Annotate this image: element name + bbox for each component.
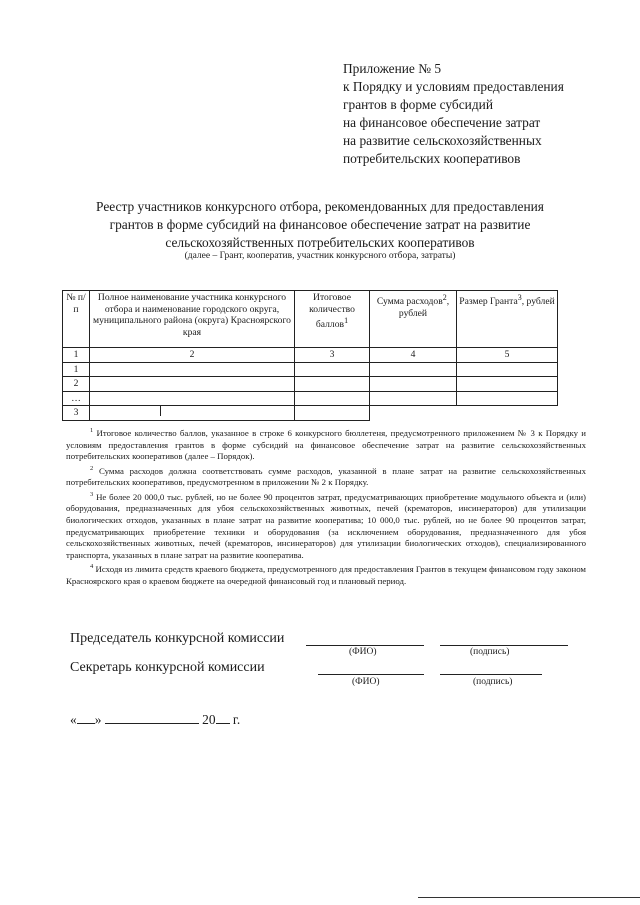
table-cell (370, 377, 457, 392)
chairman-fio-line (306, 645, 424, 646)
date-close-quote: » (94, 712, 102, 727)
table-cell (90, 362, 295, 377)
table-cell (457, 377, 558, 392)
footnote-text: Исходя из лимита средств краевого бюджета, предусмотренного для предоставления Грантов в текущем финансовом году законом Красноярского края о краевом бюджете на очередной финансовый год и плановый период. (66, 564, 586, 586)
footnote-text: Сумма расходов должна соответствовать сумме расходов, указанной в плане затрат на развитие сельскохозяйственных потребительских кооперативов, предусмотренном в приложении № 2 к Порядку. (66, 465, 587, 488)
column-number: 5 (457, 348, 558, 363)
year-blank (216, 723, 230, 724)
table-row (63, 391, 558, 406)
table-cell (370, 391, 457, 406)
secretary-fio-line (318, 674, 424, 675)
bottom-rule (418, 897, 640, 898)
table-numbering-row (63, 348, 558, 363)
column-number: 4 (370, 348, 457, 363)
appendix-line: на финансовое обеспечение затрат (343, 115, 541, 130)
date-line (70, 712, 240, 728)
header-sum-unit: , рублей (398, 296, 450, 319)
table-row (63, 377, 558, 392)
footnote-ref: 2 (442, 293, 447, 302)
footnote-number: 4 (90, 563, 94, 571)
date-open-quote: « (70, 712, 77, 727)
table-cell (457, 406, 558, 421)
document-subtitle: (далее – Грант, кооператив, участник конкурсного отбора, затраты) (184, 251, 456, 261)
header-score-text: Итоговое количество баллов (309, 292, 355, 331)
header-number: № п/п (63, 291, 90, 348)
footnote-number: 3 (90, 490, 94, 498)
table-cell (295, 391, 370, 406)
table-cell (90, 391, 295, 406)
table-header-row (63, 291, 558, 348)
footnote-ref: 3 (517, 293, 522, 302)
title-line: сельскохозяйственных потребительских кооперативов (165, 235, 475, 250)
title-line: грантов в форме субсидий на финансовое обеспечение затрат на развитие (109, 217, 531, 232)
year-suffix: г. (232, 712, 241, 727)
appendix-header (343, 60, 633, 168)
table-cell (295, 406, 370, 421)
table-row (63, 406, 558, 421)
header-grant-unit: , рублей (521, 296, 555, 308)
signature-caption: (подпись) (473, 677, 513, 687)
footnote-number: 2 (90, 464, 94, 472)
header-sum-text: Сумма расходов (376, 296, 443, 308)
appendix-line: потребительских кооперативов (343, 151, 521, 166)
registry-table (62, 290, 558, 421)
chairman-signature-line (440, 645, 568, 646)
footnote (66, 561, 586, 587)
month-blank (105, 723, 199, 724)
table-cell (457, 362, 558, 377)
day-blank (77, 723, 95, 724)
footnote (66, 463, 586, 489)
table-cell (295, 362, 370, 377)
table-cell (295, 377, 370, 392)
chairman-label: Председатель конкурсной комиссии (70, 631, 285, 646)
cell-divider (90, 406, 161, 416)
row-index: 2 (63, 377, 90, 392)
fio-caption: (ФИО) (349, 647, 377, 657)
column-number: 1 (63, 348, 90, 363)
footnote-text: Итоговое количество баллов, указанное в строке 6 конкурсного бюллетеня, предусмотренного приложением № 3 к Порядку и условиям предоставления грантов в форме субсидий на финансовое обеспечение затрат на развитие сельскохозяйственных потребительских кооперативов (далее – Порядок). (66, 427, 586, 462)
footnote-number: 1 (90, 427, 94, 434)
header-grant-size (457, 291, 558, 348)
footnotes (66, 425, 586, 587)
secretary-label: Секретарь конкурсной комиссии (70, 660, 265, 675)
table-cell (90, 377, 295, 392)
year-prefix: 20 (202, 712, 216, 727)
appendix-line: на развитие сельскохозяйственных (343, 133, 542, 148)
appendix-line: грантов в форме субсидий (343, 97, 493, 112)
header-participant-name: Полное наименование участника конкурсного отбора и наименование городского округа, муниципального района (округа) Красноярского края (90, 291, 295, 348)
header-grant-text: Размер Гранта (459, 296, 518, 308)
header-expense-sum (370, 291, 457, 348)
table-cell (90, 406, 295, 421)
row-index: … (63, 391, 90, 406)
footnote (66, 489, 586, 561)
title-line: Реестр участников конкурсного отбора, рекомендованных для предоставления (96, 199, 544, 214)
appendix-line: к Порядку и условиям предоставления (343, 79, 564, 94)
header-total-score (295, 291, 370, 348)
table-cell (370, 362, 457, 377)
footnote-ref: 1 (344, 316, 349, 325)
table-row (63, 362, 558, 377)
footnote (66, 425, 586, 463)
fio-caption: (ФИО) (352, 677, 380, 687)
row-index: 1 (63, 362, 90, 377)
footnote-text: Не более 20 000,0 тыс. рублей, но не более 90 процентов затрат, предусматривающих приобретение модульного объекта и (или) оборудования, предназначенных для убоя сельскохозяйственных животных, печей (крематоров, инсинераторов) для утилизации биологических отходов, указанных в плане затрат на развитие кооператива; 10 000,0 тыс. рублей, но не более 90 процентов затрат, предусматривающих приобретение техники и оборудования (за исключением оборудования, предназначенного для убоя сельскохозяйственных животных, печей (крематоров, инсинераторов) для утилизации биологических отходов), специализированного транспорта, указанных в плане затрат на развитие кооператива. (66, 491, 586, 560)
secretary-signature-line (440, 674, 542, 675)
document-title (40, 198, 600, 252)
table-cell (370, 406, 457, 421)
appendix-line: Приложение № 5 (343, 61, 442, 76)
column-number: 2 (90, 348, 295, 363)
table-cell (457, 391, 558, 406)
column-number: 3 (295, 348, 370, 363)
row-index: 3 (63, 406, 90, 421)
signature-caption: (подпись) (470, 647, 510, 657)
